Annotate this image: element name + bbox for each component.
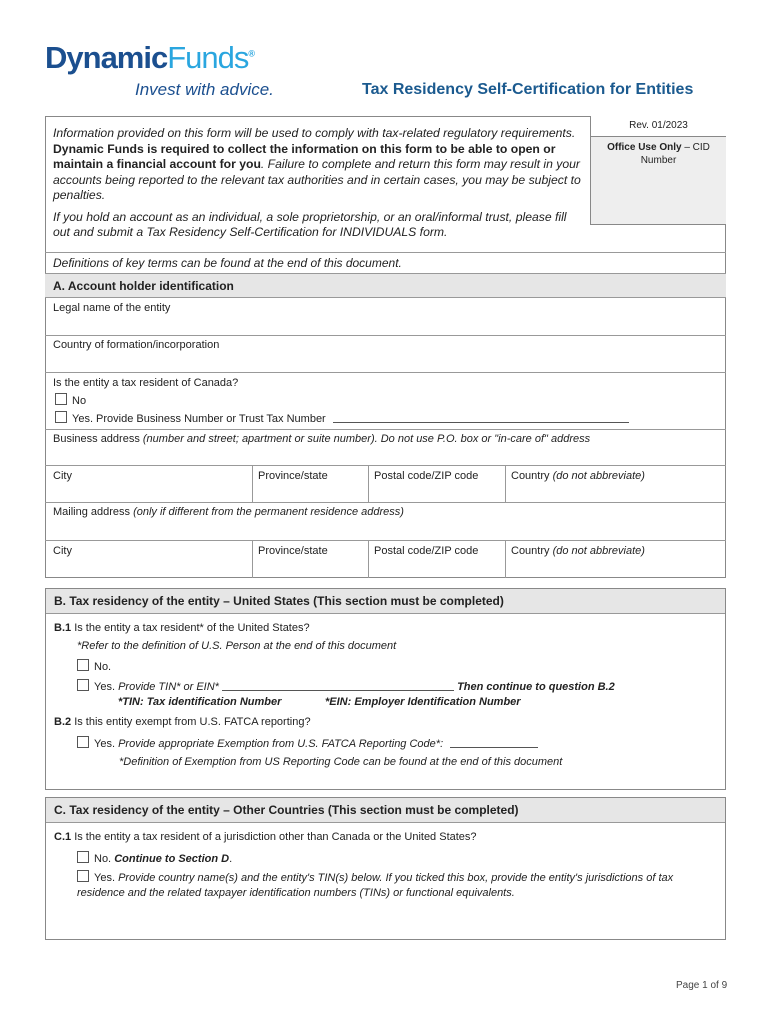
country-col-label: Country [511,470,553,482]
b1-number: B.1 [54,622,72,634]
logo-reg: ® [248,48,255,59]
b2-note: *Definition of Exemption from US Reporting Code can be found at the end of this document [119,756,563,768]
provide-exemption-label: Provide appropriate Exemption from U.S. FATCA Reporting Code*: [115,738,444,750]
section-c-box [45,797,726,940]
intro-p2: If you hold an account as an individual, a sole proprietorship, or an oral/informal trust, please fill out and submit a Tax Residency Self-Certification for INDIVIDUALS form. [53,209,567,239]
checkbox[interactable] [77,736,89,748]
section-c-header [46,798,725,823]
logo-funds: Funds [167,40,249,75]
mailing-note: (only if different from the permanent residence address) [133,506,404,518]
city-row-1 [45,465,726,502]
checkbox[interactable] [77,851,89,863]
ein-definition: *EIN: Employer Identification Number [325,696,521,708]
yes-label: Yes. Provide Business Number or Trust Tax Number [72,413,326,425]
tin-definition: *TIN: Tax identification Number [118,696,282,708]
c1-yes-text: Provide country name(s) and the entity's TIN(s) below. If you ticked this box, provide the entity's jurisdictions of tax residence and the related taxpayer identification numbers (TINs) or functional equivalents. [77,872,674,899]
legal-name-field[interactable] [45,297,726,335]
continue-b2-note: Then continue to question B.2 [457,681,615,693]
office-label: Office Use Only [607,142,682,153]
section-b-title: B. Tax residency of the entity – United States (This section must be completed) [54,594,504,608]
no-label: No [72,395,87,407]
b2-question: Is this entity exempt from U.S. FATCA reporting? [74,716,311,728]
business-number-input[interactable] [333,412,629,423]
postal-field[interactable]: Postal code/ZIP code [374,470,479,482]
continue-d-note: Continue to Section D [114,853,230,865]
postal-field-2[interactable]: Postal code/ZIP code [374,545,479,557]
country-label: Country of formation/incorporation [53,339,220,351]
business-address-field[interactable] [45,429,726,465]
city-row-2 [45,540,726,578]
checkbox[interactable] [77,659,89,671]
no-label: No. [94,853,115,865]
form-title: Tax Residency Self-Certification for Entities [362,81,694,98]
c1-number: C.1 [54,831,72,843]
logo-dynamic: Dynamic [45,40,168,75]
b2-yes-option[interactable] [77,736,538,750]
checkbox[interactable] [77,870,89,882]
checkbox[interactable] [77,679,89,691]
no-label: No. [94,661,112,673]
section-a-header [45,273,726,297]
country-col-field[interactable] [511,470,645,482]
tin-input[interactable] [222,680,454,691]
section-a-title: A. Account holder identification [53,279,234,293]
city-field[interactable]: City [53,470,72,482]
c1-yes-option[interactable] [77,870,717,901]
revision: Rev. 01/2023 [591,116,726,137]
provide-tin-label: Provide TIN* or EIN* [115,681,219,693]
country-col-note-2: (do not abbreviate) [552,545,645,557]
country-field[interactable] [45,335,726,372]
province-field[interactable]: Province/state [258,470,328,482]
intro-p1b: Dynamic Funds is required to collect the information on this form to be able to open or maintain a financial account for you [53,141,556,171]
c1-no-option[interactable]: No. Continue to Section D. [77,851,232,865]
business-address-label: Business address [53,433,143,445]
section-b-header [46,589,725,614]
page-number: Page 1 of 9 [676,980,728,991]
yes-label: Yes. [94,681,116,693]
yes-label: Yes. [94,738,116,750]
province-field-2[interactable]: Province/state [258,545,328,557]
intro-p1a: Information provided on this form will be used to comply with tax-related regulatory requirements. [53,126,576,140]
intro-p1c: . Failure to complete and return this form may result in your accounts being reported to the relevant tax authorities and in certain cases, you may be subject to penalties. [53,157,581,202]
legal-name-label: Legal name of the entity [53,302,171,314]
b1-note: *Refer to the definition of U.S. Person at the end of this document [77,640,397,652]
city-field-2[interactable]: City [53,545,72,557]
cid-label: – CID Number [640,142,710,166]
intro-text [53,126,583,241]
checkbox[interactable] [55,411,67,423]
checkbox[interactable] [55,393,67,405]
logo [45,40,254,76]
section-b-box [45,588,726,790]
c1-question: Is the entity a tax resident of a jurisdiction other than Canada or the United States? [74,831,477,843]
country-col-field-2[interactable] [511,545,645,557]
definitions-row [45,252,726,273]
country-col-note: (do not abbreviate) [552,470,645,482]
definitions-text: Definitions of key terms can be found at the end of this document. [53,256,402,270]
b1-yes-option[interactable] [77,679,615,693]
b2-number: B.2 [54,716,72,728]
canada-yes-option[interactable] [55,411,629,425]
b1-no-option[interactable] [77,659,111,673]
office-use-box [590,116,726,225]
canada-resident-question: Is the entity a tax resident of Canada? [53,377,239,389]
business-address-note: (number and street; apartment or suite number). Do not use P.O. box or "in-care of" address [142,433,591,445]
b1-question: Is the entity a tax resident* of the United States? [74,622,310,634]
yes-label: Yes. [94,872,116,884]
mailing-label: Mailing address [53,506,134,518]
mailing-address-field[interactable] [45,502,726,540]
canada-resident-row [45,372,726,429]
exemption-code-input[interactable] [450,737,538,748]
section-c-title: C. Tax residency of the entity – Other Countries (This section must be completed) [54,803,519,817]
canada-no-option[interactable] [55,393,86,407]
tagline: Invest with advice. [135,80,274,99]
country-col-label-2: Country [511,545,553,557]
